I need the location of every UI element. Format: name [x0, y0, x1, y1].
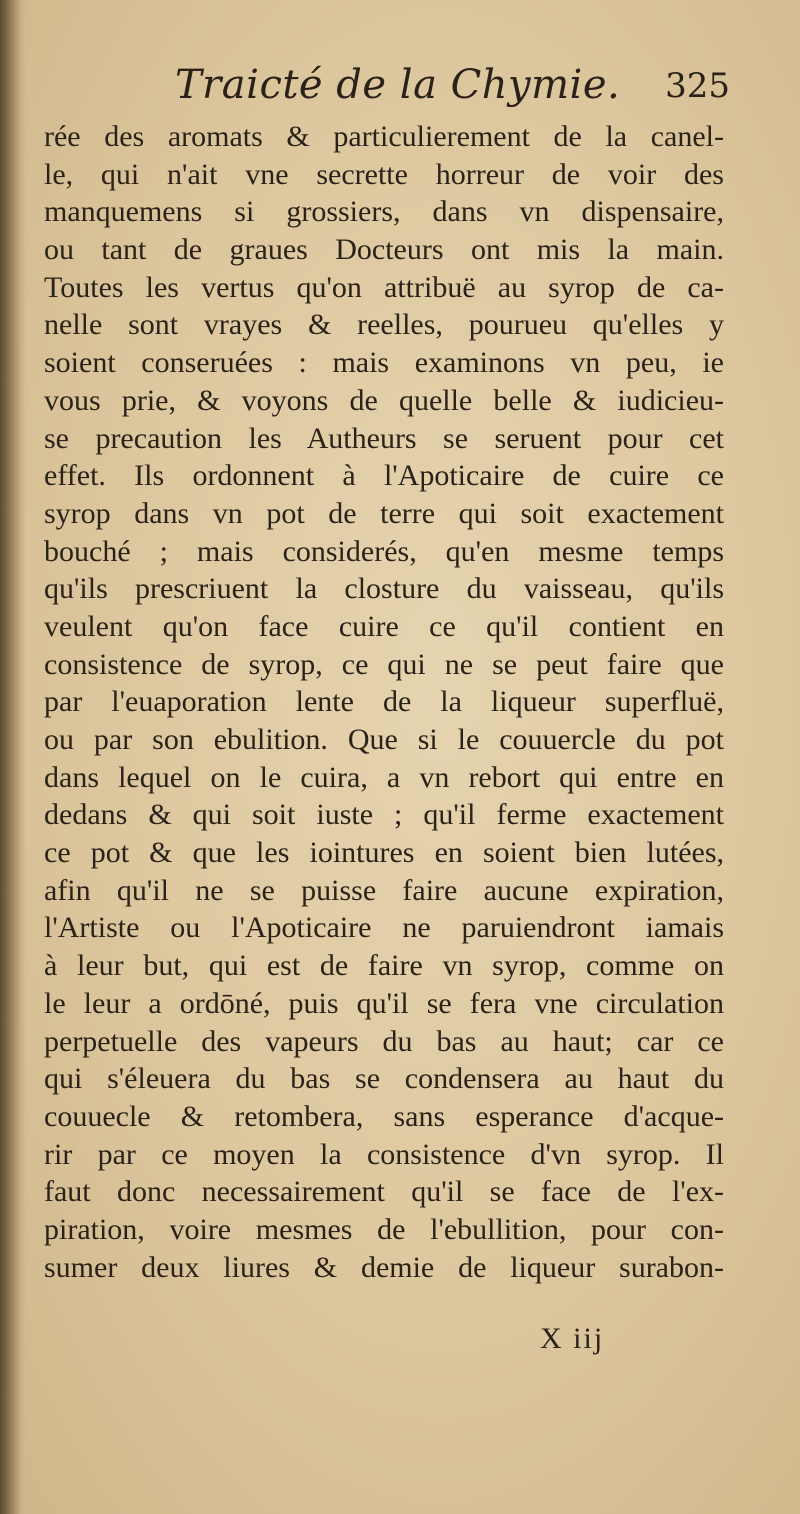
- text-line: dans lequel on le cuira, a vn rebort qui entre en: [44, 760, 724, 794]
- page-header: [40, 62, 730, 112]
- text-line: ou tant de graues Docteurs ont mis la main.: [44, 233, 724, 267]
- signature-mark: X iij: [540, 1322, 605, 1355]
- text-line: faut donc necessairement qu'il se face de l'ex-: [44, 1175, 724, 1209]
- text-line: à leur but, qui est de faire vn syrop, comme on: [44, 949, 724, 983]
- text-line: syrop dans vn pot de terre qui soit exactement: [44, 496, 724, 530]
- text-line: ce pot & que les iointures en soient bien lutées,: [44, 836, 724, 870]
- text-line: rée des aromats & particulierement de la canel-: [44, 120, 724, 153]
- body-text: [44, 118, 724, 1286]
- text-line: l'Artiste ou l'Apoticaire ne paruiendront iamais: [44, 911, 724, 945]
- text-line: le leur a ordōné, puis qu'il se fera vne circulation: [44, 986, 724, 1020]
- text-line: veulent qu'on face cuire ce qu'il contient en: [44, 609, 724, 643]
- text-line: ou par son ebulition. Que si le couuercle du pot: [44, 723, 724, 756]
- text-line: dedans & qui soit iuste ; qu'il ferme exactement: [44, 798, 724, 832]
- text-line: vous prie, & voyons de quelle belle & iudicieu-: [44, 383, 724, 417]
- text-line: couuecle & retombera, sans esperance d'acque-: [44, 1099, 724, 1133]
- text-line: se precaution les Autheurs se seruent pour cet: [44, 421, 724, 455]
- text-line: rir par ce moyen la consistence d'vn syrop. Il: [44, 1137, 724, 1171]
- text-line: bouché ; mais considerés, qu'en mesme temps: [44, 534, 724, 568]
- page-gutter-shadow: [0, 0, 26, 1514]
- text-line: par l'euaporation lente de la liqueur superfluë,: [44, 685, 724, 719]
- text-line: manquemens si grossiers, dans vn dispensaire,: [44, 195, 724, 229]
- text-line: qu'ils prescriuent la closture du vaisseau, qu'ils: [44, 572, 724, 606]
- text-line: nelle sont vrayes & reelles, pourueu qu'elles y: [44, 308, 724, 342]
- text-line: sumer deux liures & demie de liqueur surabon-: [44, 1250, 724, 1284]
- text-line: le, qui n'ait vne secrette horreur de voir des: [44, 157, 724, 191]
- text-line: effet. Ils ordonnent à l'Apoticaire de cuire ce: [44, 459, 724, 493]
- text-line: piration, voire mesmes de l'ebullition, pour con-: [44, 1212, 724, 1246]
- text-line: afin qu'il ne se puisse faire aucune expiration,: [44, 873, 724, 907]
- text-line: Toutes les vertus qu'on attribuë au syrop de ca-: [44, 270, 724, 304]
- page-number: 325: [665, 66, 730, 106]
- text-line: soient conseruées : mais examinons vn peu, ie: [44, 346, 724, 380]
- text-line: consistence de syrop, ce qui ne se peut faire que: [44, 647, 724, 681]
- text-line: qui s'éleuera du bas se condensera au haut du: [44, 1062, 724, 1096]
- running-title: Traicté de la Chymie.: [175, 62, 621, 108]
- text-line: perpetuelle des vapeurs du bas au haut; car ce: [44, 1024, 724, 1058]
